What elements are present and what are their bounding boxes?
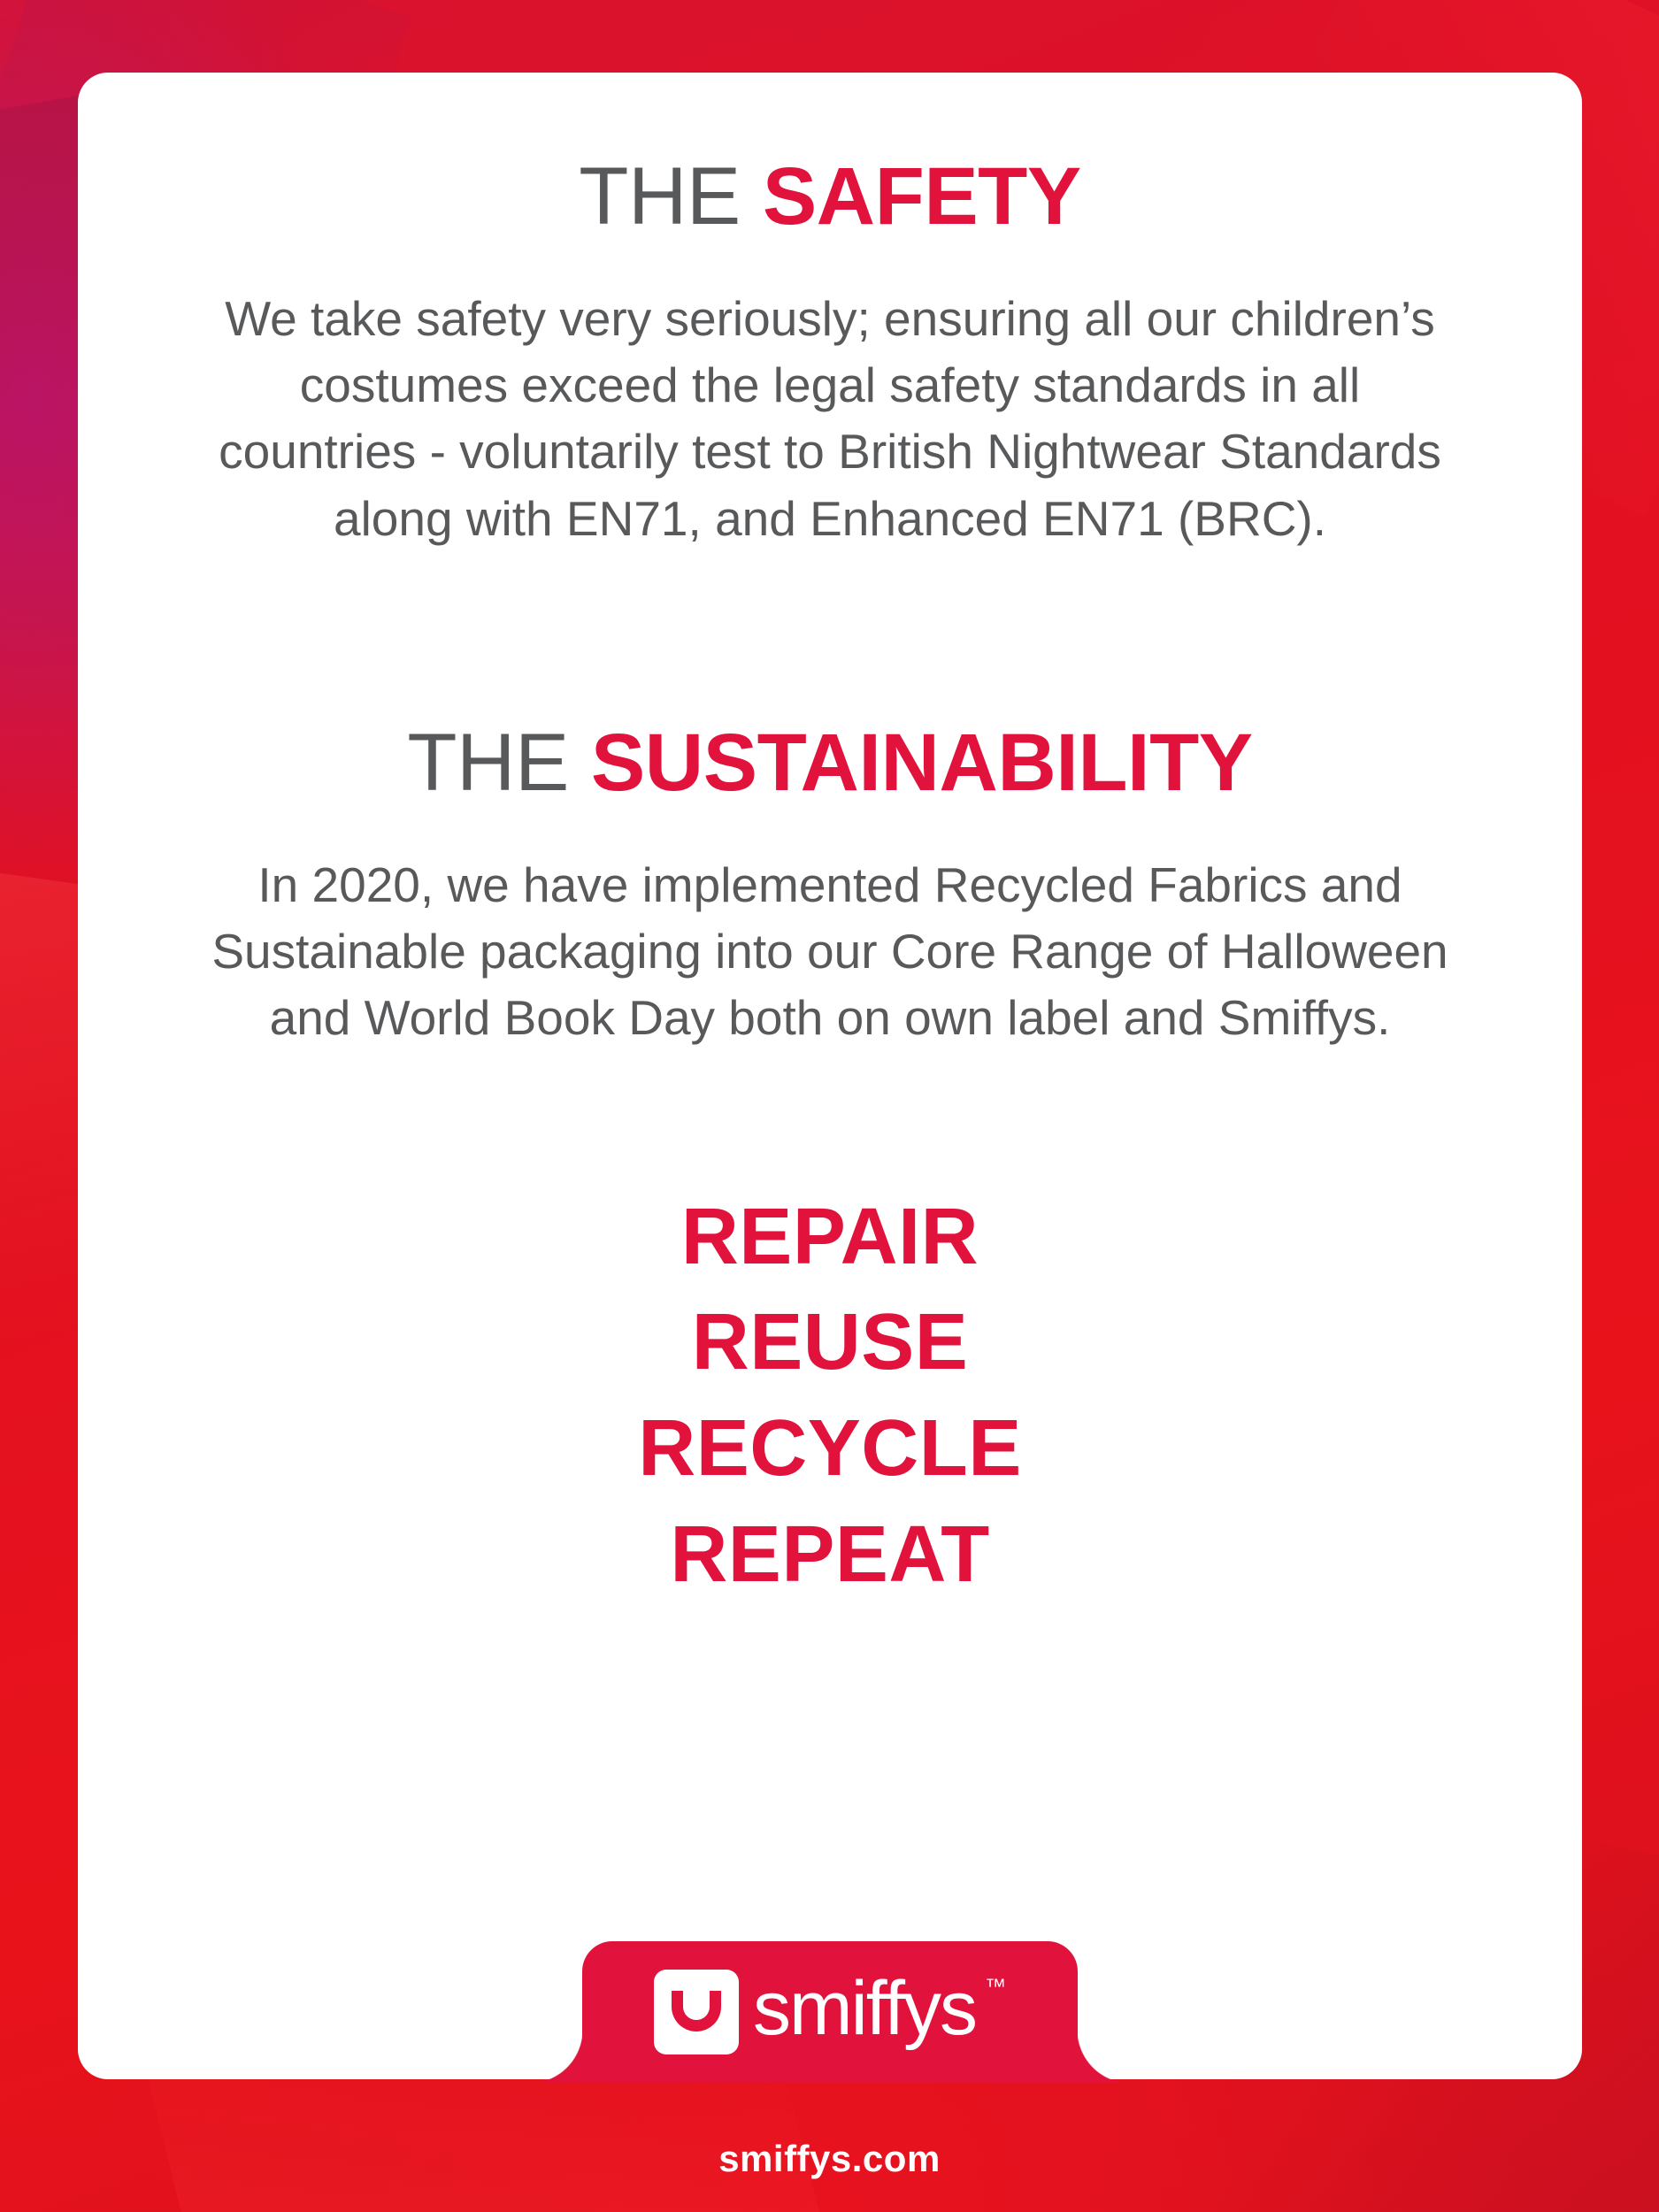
safety-heading-accent: SAFETY <box>762 151 1081 242</box>
smile-square-icon <box>654 1970 739 2055</box>
content-card <box>78 73 1582 2079</box>
safety-heading-prefix: THE <box>579 151 763 242</box>
trademark-symbol: ™ <box>984 1975 1006 1999</box>
sustainability-heading-prefix: THE <box>407 717 591 808</box>
sustainability-body-text: In 2020, we have implemented Recycled Fabrics and Sustainable packaging into our Core Range of Halloween and World Book Day both on own label and Smiffys. <box>211 856 1448 1046</box>
safety-body-text: We take safety very seriously; ensuring all our children’s costumes exceed the legal safety standards in all countries - voluntarily test to British Nightwear Standards along with EN71, and Enhanced EN71 (BRC). <box>219 290 1441 546</box>
slogan-line-repeat: REPEAT <box>670 1509 990 1599</box>
slogan-line-recycle: RECYCLE <box>638 1403 1022 1493</box>
website-url: smiffys.com <box>718 2138 941 2179</box>
sustainability-heading-accent: SUSTAINABILITY <box>590 717 1253 808</box>
section-spacer <box>184 552 1476 720</box>
slogan-block <box>184 1185 1476 1609</box>
safety-heading <box>184 151 1476 242</box>
slogan-line-repair: REPAIR <box>680 1192 979 1281</box>
slogan-line-reuse: REUSE <box>691 1298 969 1387</box>
brand-name: smiffys <box>753 1966 976 2051</box>
brand-logo <box>654 1966 1006 2055</box>
sustainability-heading <box>184 717 1476 808</box>
smile-shape <box>672 1991 721 2032</box>
footer-logo-tab <box>582 1941 1078 2083</box>
